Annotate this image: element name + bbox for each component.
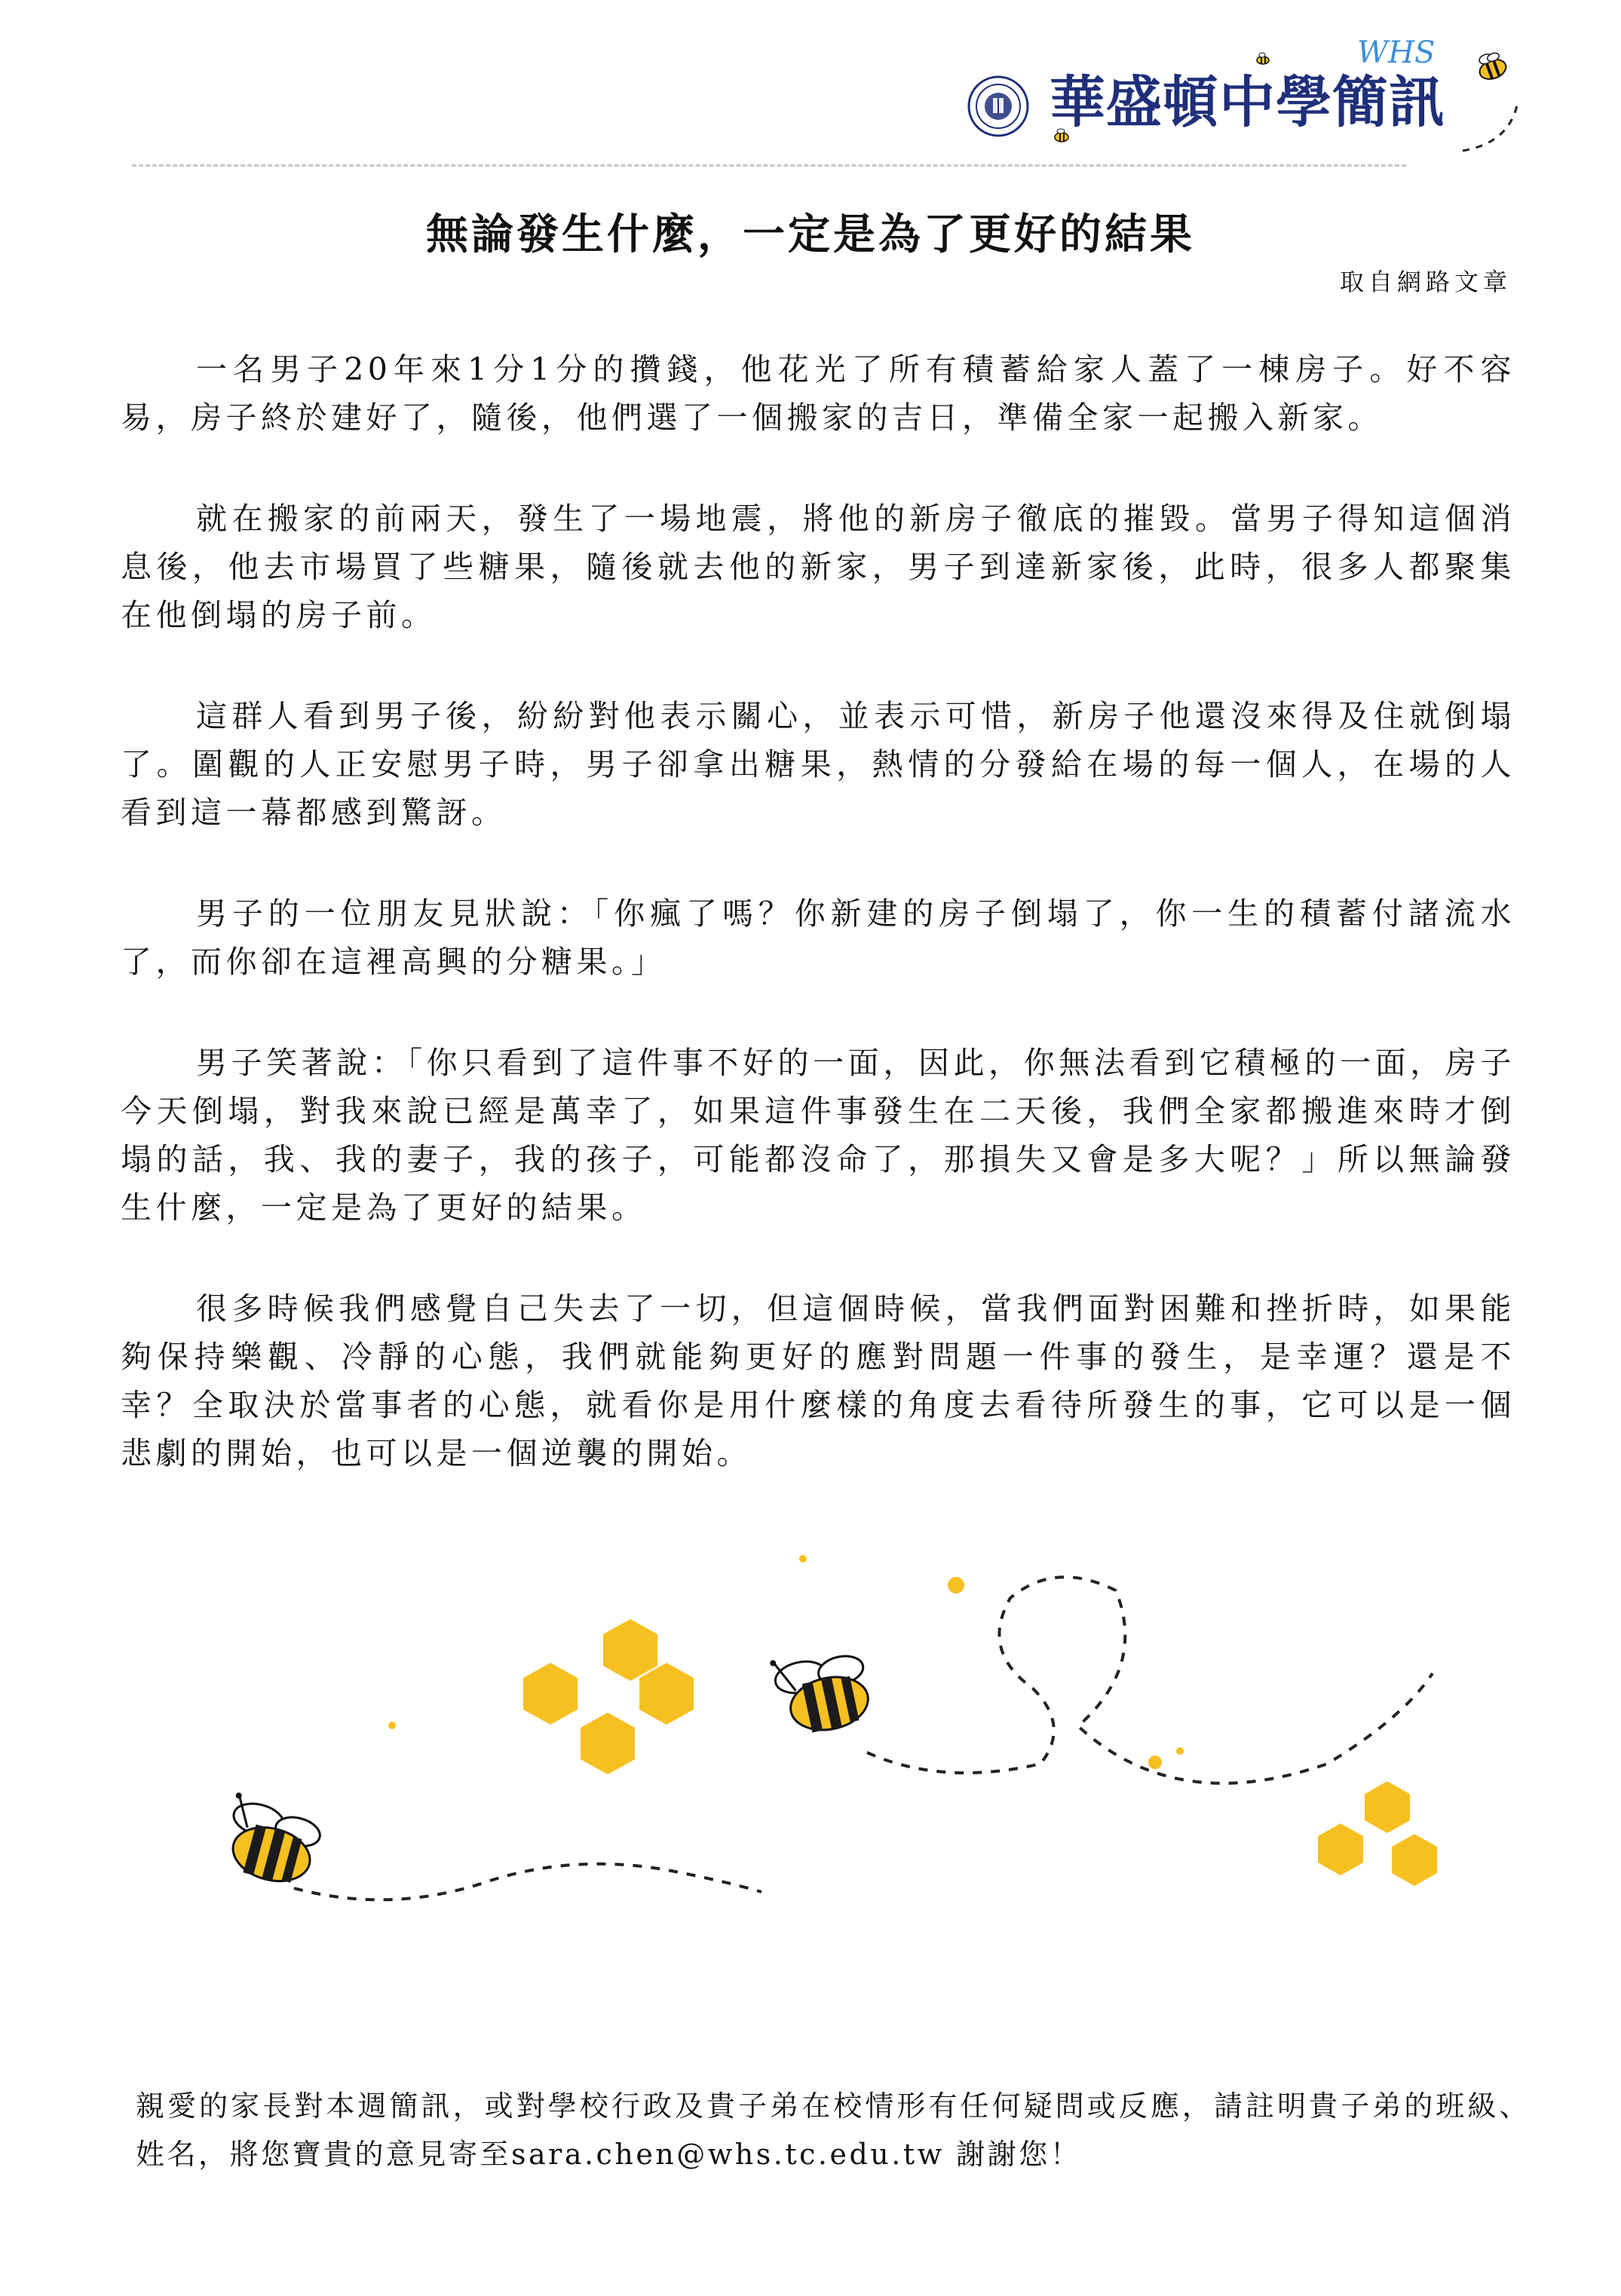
honeycomb-icon: [1318, 1781, 1437, 1886]
pollen-dot: [1176, 1747, 1184, 1755]
dashed-flight-path: [867, 1577, 1433, 1783]
article-paragraph: 男子笑著說：「你只看到了這件事不好的一面，因此，你無法看到它積極的一面，房子今天倒塌，對我來說已經是萬幸了，如果這件事發生在二天後，我們全家都搬進來時才倒塌的話，我、我的妻子，我的孩子，可能都沒命了，那損失又會是多大呢？」所以無論發生什麼，一定是為了更好的結果。: [121, 1045, 1515, 1226]
header-divider: [132, 164, 1406, 167]
header-flight-path: [1463, 106, 1517, 151]
article-paragraph: 男子的一位朋友見狀說：「你瘋了嗎？你新建的房子倒塌了，你一生的積蓄付諸流水了，而你卻在這裡高興的分糖果。」: [121, 895, 1515, 980]
pollen-dot: [799, 1555, 807, 1563]
pollen-dot: [1148, 1756, 1162, 1769]
pollen-dot: [388, 1722, 396, 1729]
article-body: [121, 345, 1515, 1530]
article-paragraph: 就在搬家的前兩天，發生了一場地震，將他的新房子徹底的摧毀。當男子得知這個消息後，他去市場買了些糖果，隨後就去他的新家，男子到達新家後，此時，很多人都聚集在他倒塌的房子前。: [121, 501, 1515, 633]
bee-icon: [769, 1642, 874, 1739]
pollen-dot: [948, 1577, 964, 1593]
article-title: 無論發生什麼，一定是為了更好的結果: [426, 209, 1195, 259]
footer-contact-note: 親愛的家長對本週簡訊，或對學校行政及貴子弟在校情形有任何疑問或反應，請註明貴子弟的班級、姓名，將您寶貴的意見寄至sara.chen@whs.tc.edu.tw 謝謝您！: [136, 2089, 1531, 2171]
article-source: 取自網路文章: [1339, 268, 1512, 296]
article-paragraph: 一名男子20年來1分1分的攢錢，他花光了所有積蓄給家人蓋了一棟房子。好不容易，房子終於建好了，隨後，他們選了一個搬家的吉日，準備全家一起搬入新家。: [121, 351, 1515, 436]
bee-icon: [1475, 49, 1509, 82]
bee-icon: [216, 1792, 325, 1890]
dashed-flight-path: [294, 1864, 761, 1900]
article-paragraph: 這群人看到男子後，紛紛對他表示關心，並表示可惜，新房子他還沒來得及住就倒塌了。圍觀的人正安慰男子時，男子卻拿出糖果，熱情的分發給在場的每一個人，在場的人看到這一幕都感到驚訝。: [121, 698, 1515, 831]
school-seal-icon: [967, 75, 1029, 137]
newsletter-title: 華盛頓中學簡訊: [1050, 70, 1445, 135]
article-paragraph: 很多時候我們感覺自己失去了一切，但這個時候，當我們面對困難和挫折時，如果能夠保持樂觀、冷靜的心態，我們就能夠更好的應對問題一件事的發生，是幸運？還是不幸？全取決於當事者的心態，就看你是用什麼樣的角度去看待所發生的事，它可以是一個悲劇的開始，也可以是一個逆襲的開始。: [121, 1290, 1515, 1471]
header-mark: WHS: [1357, 35, 1436, 70]
honeycomb-icon: [523, 1619, 694, 1774]
bee-decoration: [0, 1538, 1621, 1990]
bee-icon: [1257, 53, 1269, 64]
